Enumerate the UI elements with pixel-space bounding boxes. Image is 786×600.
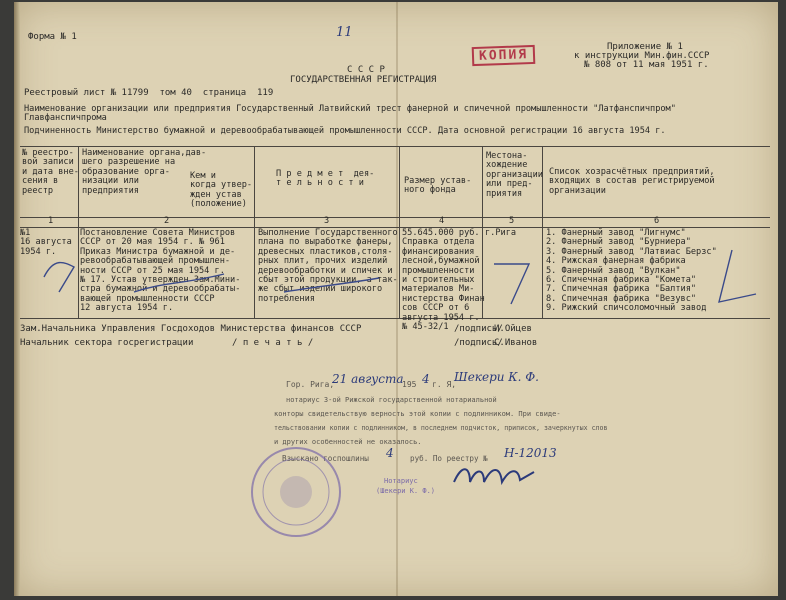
enterprise-item: 5. Фанерный завод "Вулкан" [546, 265, 681, 276]
notary-text-line-1: нотариус 3-ой Рижской государственной нотариальной [286, 396, 497, 404]
notary-seal-and-signature [234, 442, 564, 552]
appendix-line3: № 808 от 11 мая 1951 г. [584, 60, 709, 70]
header-country: С С С Р [347, 65, 385, 75]
col-number-3: 3 [324, 216, 330, 226]
enterprise-item: 3. Фанерный завод "Латвиас Берзс" [546, 246, 717, 257]
col-header-record: № реестро- вой записи и дата вне- сения в реестр [22, 148, 79, 196]
col-header-fund: Размер устав- ного фонда [404, 176, 472, 196]
enterprise-item: 2. Фанерный завод "Бурниера" [546, 237, 691, 248]
notary-name-printed: (Шекери К. Ф.) [376, 487, 436, 495]
registry-line: Реестровый лист № 11799 том 40 страница 119 [24, 88, 274, 98]
notary-fee-register: руб. По реестру № [410, 454, 488, 463]
signature-sector-title: Начальник сектора госрегистрации [20, 338, 194, 348]
cell-activity: Выполнение Государственного плана по выработке фанеры, древесных пластиков,столя- рных плит, прочих изделий деревообработки и спичек и сбыт этой продукции, а так- же сбыт изделий широкого потребления [258, 228, 398, 304]
appendix-line1: Приложение № 1 [607, 42, 683, 52]
notary-handwritten-name: Шекери К. Ф. [454, 370, 539, 384]
col-number-2: 2 [164, 216, 170, 226]
notary-text-line-4: и других особенностей не оказалось. [274, 438, 422, 446]
notary-fee-label: Взыскано госпошлины [282, 454, 369, 463]
notary-year-suffix: г. Я, [432, 380, 457, 389]
notary-date: 21 августа [332, 372, 404, 386]
signature-sector-mark: /подпись/ [454, 338, 503, 348]
organization-line-2: Главфанспичпрома [24, 113, 107, 123]
notary-fee-amount: 4 [386, 446, 394, 460]
cell-fund: 55.645.000 руб. Справка отдела финансирования лесной,бумажной промышленности и строительных материалов Ми- нистерства Финан сов СССР от 6 августа 1954 г. № 45-32/1 [402, 228, 485, 333]
enterprise-item: 9. Рижский спичсоломочный завод [546, 303, 707, 314]
notary-text-line-3: тельствовании копии с подлинником, в последнем подчисток, приписок, зачеркнутых слов [274, 424, 608, 432]
col-number-5: 5 [509, 216, 515, 226]
cell-location: г.Рига [485, 228, 517, 238]
enterprise-item: 7. Спичечная фабрика "Балтия" [546, 284, 697, 295]
notary-register-number: Н-12013 [504, 446, 557, 460]
col-number-4: 4 [439, 216, 445, 226]
sheet-handwritten-number: 11 [336, 25, 353, 40]
col-header-location: Местона- хождение организации или пред- приятия [486, 151, 543, 199]
cell-record: №1 16 августа 1954 г. [20, 228, 72, 257]
form-label: Форма № 1 [28, 32, 77, 42]
signature-deputy-title: Зам.Начальника Управления Госдоходов Министерства финансов СССР [20, 324, 362, 334]
organization-line: Наименование организации или предприятия Государственный Латвийский трест фанерной и спичечной промышленности "Латфанспичпром" [24, 104, 676, 114]
enterprise-item: 8. Спичечная фабрика "Везувс" [546, 293, 697, 304]
col-header-activity: П р е д м е т дея- т е л ь н о с т и [276, 169, 375, 189]
enterprise-item: 1. Фанерный завод "Лигнумс" [546, 228, 686, 238]
notary-label: Нотариус [384, 477, 418, 485]
col-header-enterprises: Список хозрасчётных предприятий, входящих в состав регистрируемой организации [549, 167, 715, 196]
notary-year: 4 [422, 372, 430, 386]
col-header-authority: Наименование органа,дав- шего разрешение на образование орга- низации или предприятия [82, 148, 207, 196]
signature-sector-name: С.Иванов [494, 338, 538, 348]
document-page [14, 2, 778, 596]
signature-deputy-name: И.Ойцев [494, 324, 532, 334]
signature-deputy-mark: /подпись/ [454, 324, 503, 334]
enterprise-item: 6. Спичечная фабрика "Комета" [546, 275, 697, 286]
copy-stamp: КОПИЯ [472, 45, 536, 66]
appendix-line2: к инструкции Мин.фин.СССР [574, 51, 710, 61]
subordination-line: Подчиненность Министерство бумажной и деревообрабатывающей промышленности СССР. Дата основной регистрации 16 августа 1954 г. [24, 126, 666, 136]
header-title: ГОСУДАРСТВЕННАЯ РЕГИСТРАЦИЯ [290, 75, 437, 85]
seal-placeholder: / п е ч а т ь / [232, 338, 314, 348]
col-header-charter: Кем и когда утвер- жден устав (положение) [190, 171, 253, 210]
notary-city: Гор. Рига, [286, 380, 335, 389]
notary-text-line-2: конторы свидетельствую верность этой копии с подлинником. При свиде- [274, 410, 561, 418]
col-number-1: 1 [48, 216, 54, 226]
col-number-6: 6 [654, 216, 660, 226]
notary-year-prefix: 195 [402, 380, 417, 389]
pen-strikes [14, 2, 778, 332]
enterprise-item: 4. Рижская фанерная фабрика [546, 256, 686, 267]
cell-authority: Постановление Совета Министров СССР от 20 мая 1954 г. № 961 Приказ Министра бумажной и де- ревообрабатывающей промышлен- ности СССР от 25 мая 1954 г. № 17. Устав утвержден Зам.Мини- стра бумажной и деревообрабаты- вающей промышленности СССР 12 августа 1954 г. [80, 228, 241, 314]
